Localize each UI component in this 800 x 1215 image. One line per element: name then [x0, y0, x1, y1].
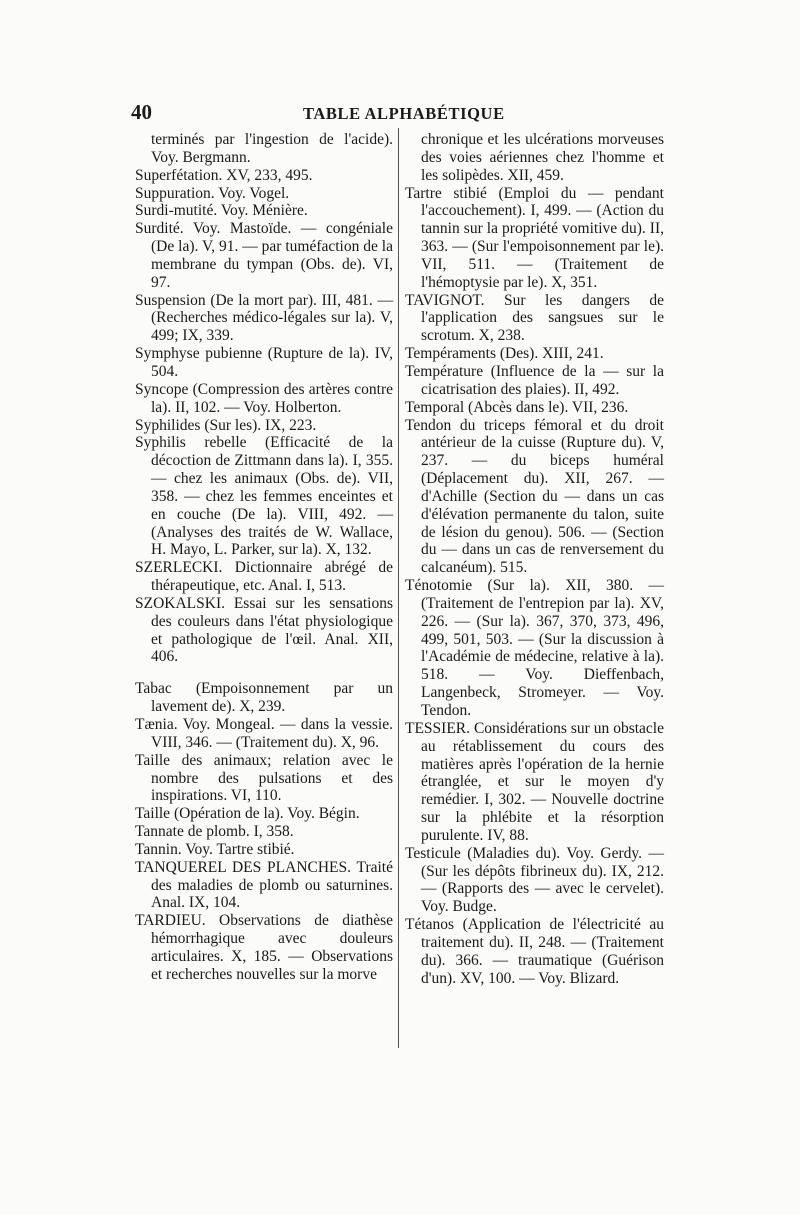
- index-entry: Température (Influence de la — sur la cicatrisation des plaies). II, 492.: [405, 362, 664, 398]
- index-entry: Tempéraments (Des). XIII, 241.: [405, 345, 604, 363]
- index-entry: Tænia. Voy. Mongeal. — dans la vessie. VIII, 346. — (Traitement du). X, 96.: [135, 716, 393, 751]
- index-entry: Superfétation. XV, 233, 495.: [135, 166, 313, 184]
- index-entry: Tartre stibié (Emploi du — pendant l'accouchement). I, 499. — (Action du tannin sur la propriété vomitive du). II, 363. — (Sur l'empoisonnement par le). VII, 511. — (Traitement de l'hémoptysie par le). X, 351.: [405, 184, 664, 291]
- index-entry: Temporal (Abcès dans le). VII, 236.: [405, 398, 629, 416]
- index-entry: Tétanos (Application de l'électricité au traitement du). II, 248. — (Traitement du). 366. — traumatique (Guérison d'un). XV, 100. — Voy. Blizard.: [405, 916, 664, 987]
- index-entry: Tendon du triceps fémoral et du droit antérieur de la cuisse (Rupture du). V, 237. — du biceps huméral (Déplacement du). XII, 267. — d'Achille (Section du — dans un cas d'élévation permanente du talon, suite de lésion du genou). 506. — (Section du — dans un cas de renversement du calcanéum). 515.: [405, 416, 664, 577]
- index-entry: TAVIGNOT. Sur les dangers de l'application des sangsues sur le scrotum. X, 238.: [405, 291, 664, 345]
- index-entry: Suspension (De la mort par). III, 481. — (Recherches médico-légales sur la). V, 499; IX, 339.: [135, 291, 393, 345]
- index-entry: TANQUEREL DES PLANCHES. Traité des maladies de plomb ou saturnines. Anal. IX, 104.: [135, 858, 393, 912]
- index-entry: Taille des animaux; relation avec le nombre des pulsations et des inspirations. VI, 110.: [135, 751, 393, 805]
- index-entry: SZOKALSKI. Essai sur les sensations des couleurs dans l'état physiologique et pathologique de l'œil. Anal. XII, 406.: [135, 594, 393, 666]
- index-entry: Testicule (Maladies du). Voy. Gerdy. — (Sur les dépôts fibrineux du). IX, 212. — (Rapports des — avec le cervelet). Voy. Budge.: [405, 844, 664, 916]
- index-entry: Tannate de plomb. I, 358.: [135, 823, 294, 841]
- column-divider: [398, 128, 399, 1048]
- index-entry: Surdi-mutité. Voy. Ménière.: [135, 202, 308, 220]
- right-column: [405, 131, 664, 988]
- left-column: [135, 131, 393, 984]
- page-number: 40: [131, 100, 152, 124]
- index-entry: Syphilis rebelle (Efficacité de la décoction de Zittmann dans la). I, 355. — chez les animaux (Obs. de). VII, 358. — chez les femmes enceintes et en couche (De la). VIII, 492. — (Analyses des traités de W. Wallace, H. Mayo, L. Parker, sur la). X, 132.: [135, 434, 393, 559]
- index-entry: SZERLECKI. Dictionnaire abrégé de thérapeutique, etc. Anal. I, 513.: [135, 559, 393, 595]
- index-entry: Surdité. Voy. Mastoïde. — congéniale (De la). V, 91. — par tuméfaction de la membrane du tympan (Obs. de). VI, 97.: [135, 220, 393, 291]
- index-entry: chronique et les ulcérations morveuses des voies aériennes chez l'homme et les solipèdes. XII, 459.: [421, 131, 664, 184]
- index-entry: Tannin. Voy. Tartre stibié.: [135, 840, 295, 858]
- index-entry: TESSIER. Considérations sur un obstacle au rétablissement du cours des matières après l'opération de la hernie étranglée, et sur le moyen d'y remédier. I, 302. — Nouvelle doctrine sur la phlébite et la résorption purulente. IV, 88.: [405, 719, 664, 844]
- index-entry: TARDIEU. Observations de diathèse hémorrhagique avec douleurs articulaires. X, 185. — Observations et recherches nouvelles sur la morve: [135, 912, 393, 983]
- index-entry: terminés par l'ingestion de l'acide). Voy. Bergmann.: [151, 131, 393, 166]
- index-entry: Symphyse pubienne (Rupture de la). IV, 504.: [135, 345, 393, 380]
- running-head: TABLE ALPHABÉTIQUE: [303, 104, 505, 123]
- index-entry: Tabac (Empoisonnement par un lavement de). X, 239.: [135, 680, 393, 716]
- index-entry: Syphilides (Sur les). IX, 223.: [135, 416, 317, 434]
- section-gap: [135, 666, 393, 680]
- index-entry: Ténotomie (Sur la). XII, 380. — (Traitement de l'entrepion par la). XV, 226. — (Sur la). 367, 370, 373, 496, 499, 501, 503. — (Sur la discussion à l'Académie de médecine, relative à la). 518. — Voy. Dieffenbach, Langenbeck, Stromeyer. — Voy. Tendon.: [405, 577, 664, 719]
- index-entry: Taille (Opération de la). Voy. Bégin.: [135, 805, 360, 823]
- index-entry: Suppuration. Voy. Vogel.: [135, 184, 290, 202]
- index-entry: Syncope (Compression des artères contre la). II, 102. — Voy. Holberton.: [135, 380, 393, 416]
